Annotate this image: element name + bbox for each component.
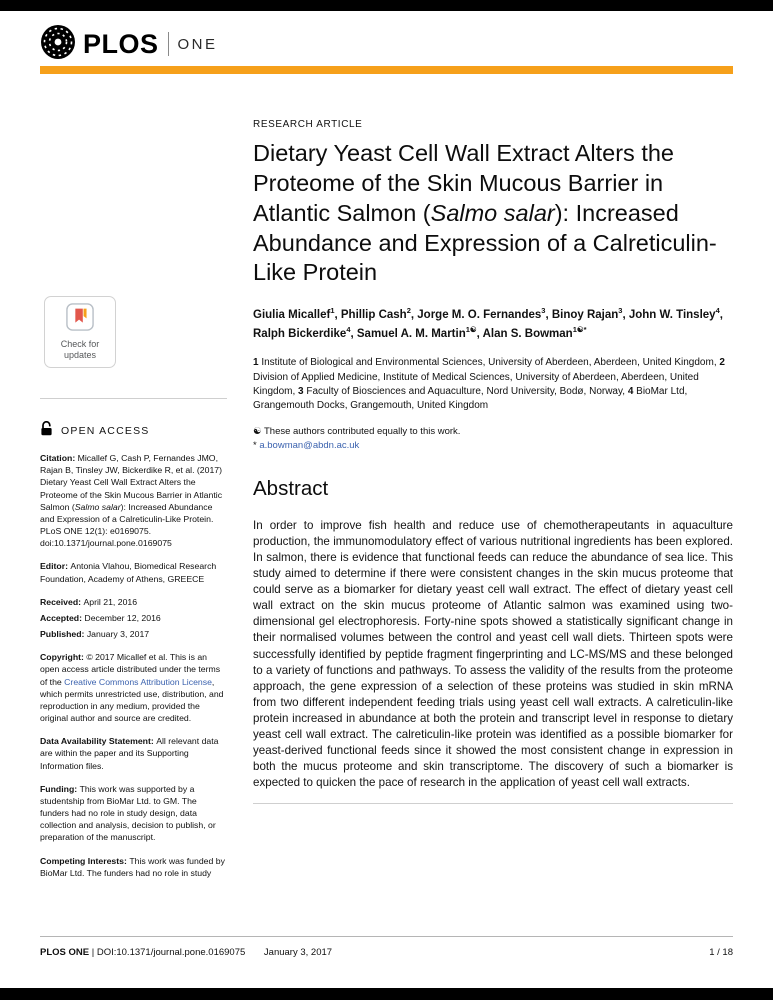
sidebar-notes	[40, 452, 227, 879]
footer-date: January 3, 2017	[263, 947, 333, 958]
author: Binoy Rajan$^3$,	[551, 306, 629, 322]
journal-logo-one: ONE	[177, 35, 218, 53]
author: Jorge M. O. Fernandes$^3$,	[417, 306, 552, 322]
sidebar-note-competing-interests: Competing Interests: This work was funded by BioMar Ltd. The funders had no role in study	[40, 855, 225, 878]
author: Giulia Micallef$^1$,	[253, 306, 341, 322]
footer-journal: PLOS ONE	[40, 947, 90, 958]
plos-globe-icon	[40, 24, 76, 65]
sidebar-note-editor: Editor: Antonia Vlahou, Biomedical Research Foundation, Academy of Athens, GREECE	[40, 561, 217, 584]
logo-divider	[168, 32, 169, 56]
creative-commons-license-link[interactable]: Creative Commons Attribution License	[64, 676, 212, 687]
corresponding-marker: *	[253, 440, 257, 452]
sidebar-note-data-availability: Data Availability Statement: All relevant data are within the paper and its Supporting Information files.	[40, 736, 219, 771]
equal-contribution-note: ☯ These authors contributed equally to this work.	[253, 426, 461, 438]
sidebar-note-accepted: Accepted: December 12, 2016	[40, 612, 161, 623]
sidebar-divider	[40, 398, 227, 399]
bottom-black-bar	[0, 988, 773, 1000]
sidebar-note-copyright: Copyright: © 2017 Micallef et al. This is an open access article distributed under the terms of the Creative Commons Attribution License, which permits unrestricted use, distribution, and reproduction in any medium, provided the original author and source are credited.	[40, 652, 224, 724]
sidebar	[40, 74, 227, 936]
open-access-row	[40, 421, 227, 441]
check-updates-label: Check for updates	[60, 338, 100, 360]
top-black-bar	[0, 0, 773, 11]
footer-doi: | DOI:10.1371/journal.pone.0169075	[91, 947, 246, 958]
sidebar-note-funding: Funding: This work was supported by a studentship from BioMar Ltd. to GM. The funders had no role in study design, data collection and analysis, decision to publish, or preparation of the manuscript.	[40, 783, 216, 843]
journal-logo-plos: PLOS	[83, 28, 159, 59]
footer-citation	[40, 947, 332, 958]
corresponding-author-line	[253, 440, 733, 451]
abstract-text: In order to improve fish health and reduce use of chemotherapeutants in aquaculture production, the immunomodulatory effect of various nutritional ingredients has been explored. In salmon, there is evidence that functional feeds can reduce the abundance of sea lice. This study aimed to determine if there were consistent changes in the skin mucus proteome that could serve as a biomarker for dietary yeast cell wall extract. The effect of dietary yeast cell wall extract on the skin mucus proteome of Atlantic salmon was examined using two-dimensional gel electrophoresis. Forty-nine spots showed a statistically significant change in their normalised volumes between the control and yeast cell wall diets. Thirteen spots were successfully identified by peptide fragment fingerprinting and LC-MS/MS and these belonged to a variety of functions and pathways. To assess the validity of the results from the proteome approach, the gene expression of a selection of these proteins was studied in skin mRNA from two different independent feeding trials using yeast cell wall extracts. A calreticulin-like protein increased in abundance at both the protein and transcript level in response to dietary yeast cell wall extract. The calreticulin-like protein was identified as a possible biomarker for yeast-derived functional feeds since it showed the most consistent change in expression in both the mucus proteome and skin transcriptome. The discovery of such a biomarker is expected to quicken the pace of research in the application of yeast cell wall extracts.	[253, 519, 733, 789]
article-column	[253, 74, 733, 936]
crossmark-icon	[66, 303, 94, 336]
page-footer	[40, 936, 733, 958]
author: Alan S. Bowman$^{1☯*}$	[482, 325, 587, 341]
accent-rule	[40, 66, 733, 74]
affiliation-list: 1 Institute of Biological and Environmental Sciences, University of Aberdeen, Aberdeen, United Kingdom, 2 Division of Applied Medicine, Institute of Medical Sciences, University of Aberdeen, Aberdeen, United Kingdom, 3 Faculty of Biosciences and Aquaculture, Nord University, Bodø, Norway, 4 BioMar Ltd, Grangemouth Docks, Grangemouth, United Kingdom	[253, 357, 725, 411]
corresponding-email-link[interactable]: a.bowman@abdn.ac.uk	[259, 440, 360, 452]
sidebar-note-received: Received: April 21, 2016	[40, 596, 138, 607]
sidebar-note-published: Published: January 3, 2017	[40, 629, 150, 640]
author-list	[253, 305, 733, 343]
title-species-italic: Salmo salar	[430, 199, 555, 226]
page-content	[40, 74, 733, 936]
check-for-updates-badge[interactable]	[44, 296, 116, 368]
footer-page-number: 1 / 18	[709, 947, 733, 958]
author: Ralph Bickerdike$^4$,	[253, 325, 357, 341]
open-access-label: OPEN ACCESS	[61, 425, 150, 437]
journal-header	[40, 25, 218, 63]
sidebar-note-citation: Citation: Micallef G, Cash P, Fernandes JMO, Rajan B, Tinsley JW, Bickerdike R, et al. (2017) Dietary Yeast Cell Wall Extract Alters the Proteome of the Skin Mucous Barrier in Atlantic Salmon (Salmo salar): Increased Abundance and Expression of a Calreticulin-Like Protein. PLoS ONE 12(1): e0169075. doi:10.1371/journal.pone.0169075	[40, 453, 223, 549]
author: John W. Tinsley$^4$,	[628, 306, 723, 322]
author: Phillip Cash$^2$,	[340, 306, 418, 322]
author: Samuel A. M. Martin$^{1☯}$,	[356, 325, 483, 341]
abstract-bottom-divider	[253, 803, 733, 804]
article-title: Dietary Yeast Cell Wall Extract Alters the Proteome of the Skin Mucous Barrier in Atlantic Salmon (Salmo salar): Increased Abundance and Expression of a Calreticulin-Like Protein	[253, 140, 717, 286]
article-type-kicker: RESEARCH ARTICLE	[253, 119, 363, 130]
open-lock-icon	[40, 421, 53, 441]
abstract-heading: Abstract	[253, 477, 329, 501]
